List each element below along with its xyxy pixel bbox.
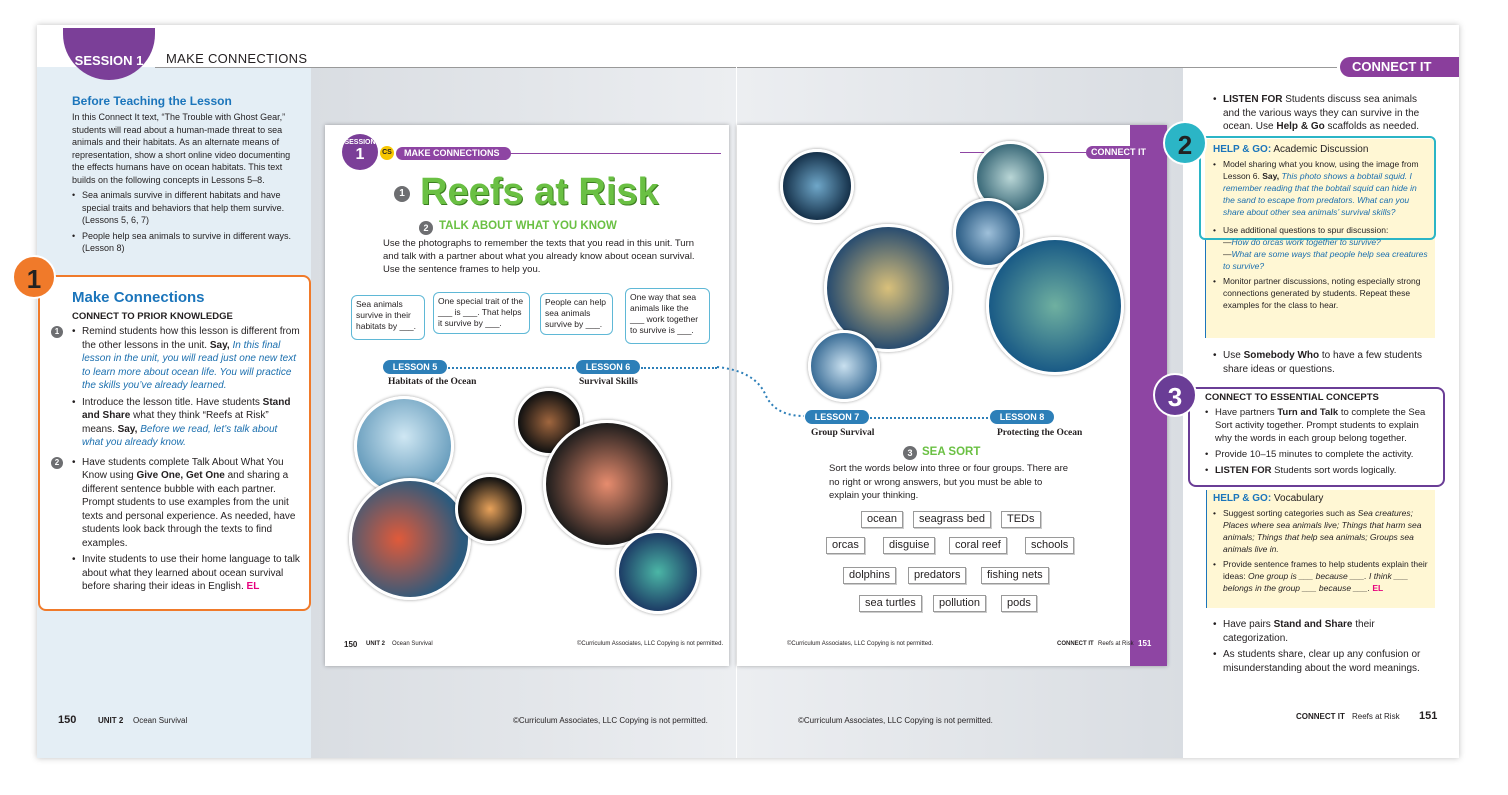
callout-1: 1 — [12, 255, 56, 299]
footer-ci: CONNECT IT — [1057, 641, 1094, 647]
sort-word: disguise — [883, 537, 935, 554]
sort-word: pollution — [933, 595, 986, 612]
lesson-tag: LESSON 8 — [990, 410, 1054, 424]
list-item: • Use Somebody Who to have a few students share ideas or questions. — [1213, 349, 1428, 376]
step-number: 2 — [419, 221, 433, 235]
sort-word: predators — [908, 567, 966, 584]
list-item: • Provide sentence frames to help students explain their ideas: One group is ___ because ___. I think ___ belongs in the group ___ because ___. EL — [1213, 558, 1431, 594]
sort-word: orcas — [826, 537, 865, 554]
session-badge: SESSION 1 — [342, 134, 378, 170]
inner-header: MAKE CONNECTIONS — [396, 147, 511, 160]
dolphins-photo — [808, 330, 880, 402]
page-number: 150 — [58, 714, 77, 726]
sentence-bubble: Sea animals survive in their habitats by ___. — [351, 295, 425, 340]
page-header: MAKE CONNECTIONS — [166, 51, 308, 66]
panel-rule — [1205, 240, 1206, 338]
sentence-bubble: One way that sea animals like the ___ work together to survive is ___. — [625, 288, 710, 344]
sea-sort-heading: SEA SORT — [922, 446, 981, 458]
subheading: CONNECT TO PRIOR KNOWLEDGE — [72, 311, 233, 322]
sort-word: pods — [1001, 595, 1037, 612]
list-item: • Use additional questions to spur discussion: —How do orcas work together to survive? —What are some ways that people help sea creatures to survive? — [1213, 224, 1428, 272]
listen-for-list — [1213, 90, 1428, 134]
paragraph: In this Connect It text, “The Trouble with Ghost Gear,” students will read about a human-made threat to sea animals and their habitats. As an alternate means of representation, show a short online video documenting the effects humans have on ocean habitats. This text builds on the following concepts in Lessons 5–8. — [72, 112, 291, 185]
sort-word: schools — [1025, 537, 1074, 554]
header-rule — [508, 153, 721, 154]
lesson-connector — [448, 367, 574, 369]
sentence-bubble: One special trait of the ___ is ___. That helps it survive by ___. — [433, 292, 530, 334]
footer-topic: Reefs at Risk — [1098, 641, 1134, 647]
lesson-tag: LESSON 7 — [805, 410, 869, 424]
footer-unit: UNIT 2 — [98, 716, 124, 725]
lesson-tag: LESSON 6 — [576, 360, 640, 374]
talk-intro: Use the photographs to remember the texts that you read in this unit. Turn and talk with a partner about what you already know about ocean survival. Use the sentence frames to help you. — [383, 238, 695, 275]
footer-topic: Ocean Survival — [392, 641, 433, 647]
closing-list — [1213, 615, 1428, 675]
sort-word: TEDs — [1001, 511, 1041, 528]
step-number: 1 — [51, 326, 63, 338]
help-go-vocabulary: HELP & GO: Vocabulary • Suggest sorting categories such as Sea creatures; Places where sea animals live; Things that harm sea animals; Things that help sea animals; Groups sea animals live in. • Provide sentence frames to help students explain their ideas: One group is ___ because ___. I think ___ belongs in the group ___ because ___. EL — [1213, 493, 1431, 594]
step-number: 1 — [394, 186, 410, 202]
lesson-connector — [870, 417, 988, 419]
list-item: • Have partners Turn and Talk to complete the Sea Sort activity together. Prompt students to explain why the words in each group belong together. — [1205, 406, 1437, 445]
page-title: Reefs at Risk — [420, 171, 659, 213]
lesson-name: Survival Skills — [579, 377, 638, 387]
footer-unit: UNIT 2 — [366, 641, 386, 647]
cs-logo: CS — [380, 146, 394, 160]
list-item: • Invite students to use their home language to talk about what they learned about ocean survival before sharing their ideas in English. EL — [72, 553, 300, 594]
sea-turtle-photo — [986, 237, 1124, 375]
essential-concepts-section — [1205, 392, 1437, 477]
list-item: • People help sea animals to survive in different ways. (Lesson 8) — [72, 230, 302, 255]
connect-it-tab: CONNECT IT — [1340, 57, 1459, 77]
list-item: • Introduce the lesson title. Have students Stand and Share what they think “Reefs at Risk” means. Say, Before we read, let’s talk about what you already know. — [72, 396, 300, 450]
header-rule — [737, 67, 1337, 68]
lesson-connector — [641, 367, 717, 369]
header-rule — [155, 67, 736, 68]
sort-word: ocean — [861, 511, 903, 528]
sort-word: dolphins — [843, 567, 896, 584]
coral-reef-photo — [349, 478, 471, 600]
list-item: • Provide 10–15 minutes to complete the activity. — [1205, 448, 1437, 461]
list-item: • Monitor partner discussions, noting especially strong connections generated by students. Repeat these examples for the class to hear. — [1213, 275, 1428, 311]
footer-ci: CONNECT IT — [1296, 712, 1345, 721]
sentence-bubble: People can help sea animals survive by ___. — [540, 293, 613, 335]
list-item: • Sea animals survive in different habitats and have special traits and behaviors that help them survive. (Lessons 5, 6, 7) — [72, 189, 302, 227]
list-item: • Remind students how this lesson is different from the other lessons in the unit. Say, In this final lesson in the unit, you will read just one new text to learn more about ocean life. You will practice the skills you’ve already learned. — [72, 325, 300, 393]
copyright: ©Curriculum Associates, LLC Copying is not permitted. — [577, 641, 724, 647]
before-teaching-section — [72, 94, 302, 255]
sort-word: coral reef — [949, 537, 1007, 554]
lesson-name: Protecting the Ocean — [997, 428, 1083, 438]
footer-topic: Ocean Survival — [133, 716, 188, 725]
help-go-discussion: HELP & GO: Academic Discussion • Model sharing what you know, using the image from Lesson 6. Say, This photo shows a bobtail squid. I remember reading that the bobtail squid can hide in the sand to escape from predators. What can you share about other sea animals’ survival skills? • Use additional questions to spur discussion: —How do orcas work together to survive? —What are some ways that people help sea creatures to survive? • Monitor partner discussions, noting especially strong connections generated by students. Repeat these examples for the class to hear. — [1213, 144, 1428, 311]
page-number: 151 — [1138, 639, 1152, 648]
lesson-connector-curve — [716, 366, 806, 418]
list-item: • LISTEN FOR Students discuss sea animals and the various ways they can survive in the ocean. Use Help & Go scaffolds as needed. — [1213, 93, 1428, 134]
lesson-name: Habitats of the Ocean — [388, 377, 477, 387]
page-number: 150 — [344, 640, 358, 649]
connect-it-label: CONNECT IT — [1086, 146, 1152, 159]
callout-2: 2 — [1163, 121, 1207, 165]
list-item: • Have pairs Stand and Share their categorization. — [1213, 618, 1428, 645]
copyright: ©Curriculum Associates, LLC Copying is not permitted. — [513, 716, 708, 725]
subheading: CONNECT TO ESSENTIAL CONCEPTS — [1205, 392, 1379, 403]
list-item: • As students share, clear up any confusion or misunderstanding about the word meanings. — [1213, 648, 1428, 675]
list-item: • Model sharing what you know, using the image from Lesson 6. Say, This photo shows a bobtail squid. I remember reading that the bobtail squid can hide in the sand to escape from predators. What can you share about other sea animals’ survival skills? — [1213, 158, 1428, 218]
sea-sort-text: Sort the words below into three or four groups. There are no right or wrong answers, but you must be able to explain your thinking. — [829, 463, 1069, 501]
jellyfish-photo — [455, 474, 525, 544]
footer-topic: Reefs at Risk — [1352, 712, 1400, 721]
talk-heading: TALK ABOUT WHAT YOU KNOW — [439, 220, 617, 232]
somebody-who-list — [1213, 346, 1428, 376]
lesson-name: Group Survival — [811, 428, 875, 438]
section-heading: Before Teaching the Lesson — [72, 94, 232, 108]
orca-photo — [780, 149, 854, 223]
list-item: • Suggest sorting categories such as Sea creatures; Places where sea animals live; Things that harm sea animals; Things that help sea animals; Groups sea animals live in. — [1213, 507, 1431, 555]
section-heading: Make Connections — [72, 289, 205, 306]
callout-3: 3 — [1153, 373, 1197, 417]
sort-word: sea turtles — [859, 595, 922, 612]
parrotfish-photo — [616, 530, 700, 614]
step-number: 3 — [903, 446, 917, 460]
sort-word: fishing nets — [981, 567, 1049, 584]
session-tab: SESSION 1 — [63, 28, 155, 80]
panel-rule — [1206, 490, 1207, 608]
copyright: ©Curriculum Associates, LLC Copying is not permitted. — [798, 716, 993, 725]
make-connections-section — [72, 289, 300, 594]
sort-word: seagrass bed — [913, 511, 991, 528]
page-number: 151 — [1419, 710, 1438, 722]
squid-photo — [543, 420, 671, 548]
lesson-tag: LESSON 5 — [383, 360, 447, 374]
list-item: • LISTEN FOR Students sort words logically. — [1205, 464, 1437, 477]
list-item: • Have students complete Talk About What You Know using Give One, Get One and sharing a different sentence bubble with each partner. Prompt students to use examples from the unit texts and personal experience. As needed, have students look back through the texts to find examples. — [72, 456, 300, 551]
step-number: 2 — [51, 457, 63, 469]
copyright: ©Curriculum Associates, LLC Copying is not permitted. — [787, 641, 934, 647]
